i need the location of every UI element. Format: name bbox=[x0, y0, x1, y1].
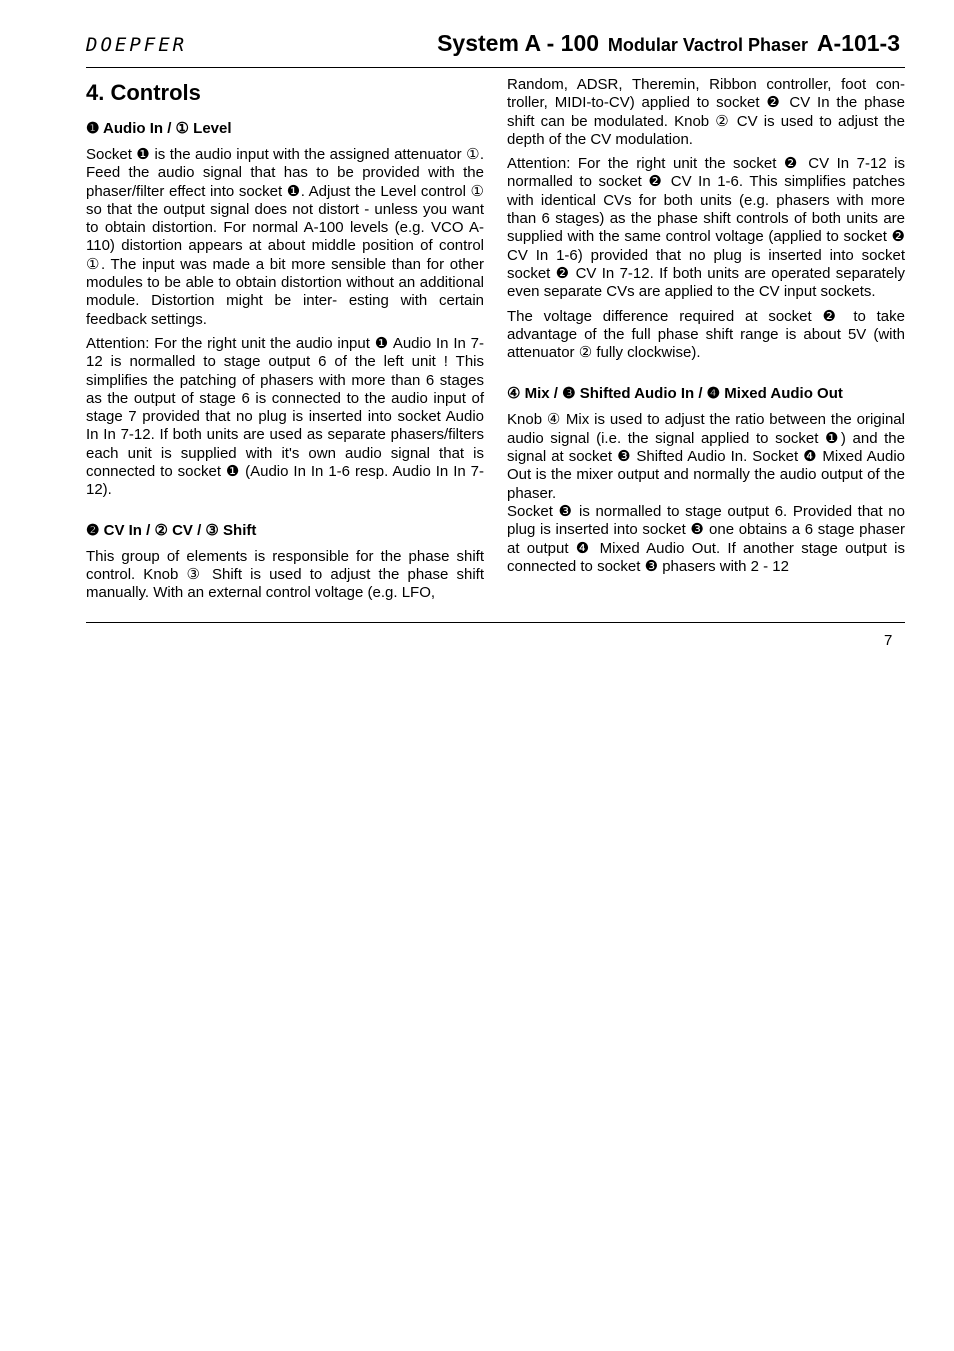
footer-rule bbox=[86, 622, 905, 623]
paragraph-audio-attention: Attention: For the right unit the audio input ❶ Audio In In 7-12 is normalled to stage output 6 of the left unit ! This simplifies the patching of phasers with more than 6 stages as the output of stage 6 is connected to the audio input of stage 7 provided that no plug is inserted into socket Audio In In 7-12. If both units are used as separate phasers/filters each unit is supplied with it's own audio signal that is connected to socket ❶ (Audio In In 1-6 resp. Audio In In 7-12). bbox=[86, 334, 484, 499]
heading-mix: ④ Mix / ❸ Shifted Audio In / ❹ Mixed Audio Out bbox=[507, 385, 843, 403]
page-header bbox=[86, 26, 904, 66]
module-name: Modular Vactrol Phaser bbox=[607, 35, 808, 55]
heading-audio-in: ❶ Audio In / ① Level bbox=[86, 120, 232, 137]
paragraph-shifted-audio: Socket ❸ is normalled to stage output 6. Provided that no plug is inserted into socket ❸ one obtains a 6 stage phaser at output ❹ Mixed Audio Out. If another stage output is connected to socket ❸ phasers with 2 - 12 bbox=[507, 502, 905, 575]
paragraph-voltage-range: The voltage difference required at socket ❷ to take advantage of the full phase shift range is about 5V (with attenuator ② fully clockwise). bbox=[507, 307, 905, 362]
paragraph-cv-intro: This group of elements is responsible for the phase shift control. Knob ③ Shift is used to adjust the phase shift manually. With an external control voltage (e.g. LFO, bbox=[86, 547, 484, 602]
module-code: A-101-3 bbox=[816, 30, 900, 56]
paragraph-mix: Knob ④ Mix is used to adjust the ratio between the original audio signal (i.e. the signal applied to socket ❶) and the signal at socket ❸ Shifted Audio In. Socket ❹ Mixed Audio Out is the mixer output and normally the audio output of the phaser. bbox=[507, 411, 905, 502]
page-title bbox=[437, 30, 900, 57]
doepfer-logo: DOEPFER bbox=[86, 34, 188, 56]
paragraph-cv-modulation: Random, ADSR, Theremin, Ribbon controller, foot con- troller, MIDI-to-CV) applied to socket ❷ CV In the phase shift can be modulated. Knob ② CV is used to adjust the depth of the CV modulation. bbox=[507, 76, 905, 148]
system-label: System A - 100 bbox=[437, 30, 600, 56]
header-rule bbox=[86, 67, 905, 68]
section-title: 4. Controls bbox=[86, 80, 201, 105]
page-number: 7 bbox=[884, 632, 893, 649]
right-column bbox=[507, 76, 905, 582]
paragraph-audio-in: Socket ❶ is the audio input with the assigned attenuator ①. Feed the audio signal that has to be provided with the phaser/filter effect into socket ❶. Adjust the Level control ① so that the output signal does not distort - unless you want to obtain distortion. For normal A-100 levels (e.g. VCO A-110) distortion appears at about middle position of control ①. The input was made a bit more sensible than for other modules to be able to obtain distortion without an additional module. Distortion might be inter- esting with certain feedback settings. bbox=[86, 146, 484, 328]
heading-cv-in: ❷ CV In / ② CV / ③ Shift bbox=[86, 521, 257, 539]
left-column bbox=[86, 76, 484, 609]
paragraph-cv-attention: Attention: For the right unit the socket ❷ CV In 7-12 is normalled to socket ❷ CV In 1-6. This simplifies patches with identical CVs for both units (e.g. phasers with more than 6 stages) as the phase shift controls of both units are supplied with the same control voltage (applied to socket ❷ CV In 1-6) provided that no plug is inserted into socket socket ❷ CV In 7-12. If both units are operated separately even separate CVs are applied to the CV input sockets. bbox=[507, 155, 905, 301]
